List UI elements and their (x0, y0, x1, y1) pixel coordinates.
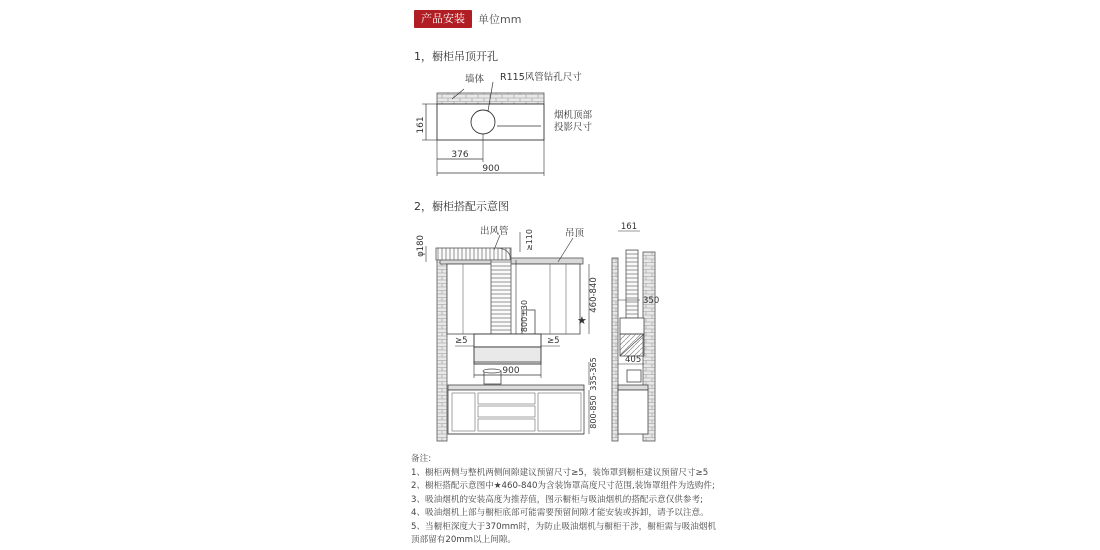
width-dim-text: 900 (482, 164, 500, 174)
note-line: 5、当橱柜深度大于370mm时，为防止吸油烟机与橱柜干涉，橱柜需与吸油烟机 (411, 521, 717, 532)
notes-heading: 备注: (411, 454, 432, 464)
offset-dim-text: 376 (451, 150, 469, 160)
side-hood-cover (620, 318, 644, 334)
notes-block (411, 453, 731, 548)
duct-horizontal (436, 248, 511, 260)
projection-label-2: 投影尺寸 (554, 122, 593, 133)
section1-title: 1，橱柜吊顶开孔 (414, 50, 498, 63)
left-wall (437, 258, 447, 441)
height460-dim-text: 460-840 (589, 277, 599, 313)
side-lower-cabinet (618, 390, 648, 434)
side-left-wall (612, 258, 618, 441)
note-line: 2、橱柜搭配示意图中★460-840为含装饰罩高度尺寸范围,装饰罩组件为选购件; (411, 481, 715, 491)
side-405-dim-text: 405 (625, 355, 642, 365)
note-line: 1、橱柜两侧与整机两侧间隙建议预留尺寸≥5，装饰罩到橱柜建议预留尺寸≥5 (411, 467, 709, 478)
gap110-dim-text: ≥110 (525, 229, 534, 251)
lower-cabinet (448, 390, 584, 434)
side-pot (627, 370, 641, 382)
pot-lid (483, 369, 501, 373)
height-dim-text: 161 (416, 116, 426, 134)
front-view-diagram (416, 225, 599, 441)
section2-title: 2，橱柜搭配示意图 (414, 200, 509, 213)
note-line: 4、吸油烟机上部与橱柜底部可能需要预留间隙才能安装或拆卸，请予以注意。 (411, 508, 709, 518)
duct-vertical (491, 260, 511, 334)
hood-width-dim-text: 900 (502, 366, 520, 376)
ceiling-label: 吊顶 (565, 228, 585, 239)
range-hood-top (474, 334, 541, 347)
height800-dim-text: 800±30 (520, 299, 529, 333)
range-hood-body (474, 347, 541, 364)
gap5-right-text: ≥5 (547, 336, 560, 346)
height800-850-dim-text: 800-850 (589, 395, 598, 429)
note-line: 顶部留有20mm以上间隙。 (411, 535, 517, 545)
side-view-diagram (612, 222, 659, 441)
upper-cabinet (447, 264, 580, 334)
height335-dim-text: 335-365 (589, 357, 598, 391)
side-161-dim-text: 161 (620, 222, 638, 232)
star-icon: ★ (577, 314, 587, 327)
side-countertop (618, 385, 648, 390)
hole-size-label: R115风管钻孔尺寸 (500, 72, 582, 83)
phi-dim-text: φ180 (416, 235, 426, 257)
product-install-badge: 产品安装 (414, 10, 472, 28)
note-line: 3、吸油烟机的安装高度为推荐值，图示橱柜与吸油烟机的搭配示意仅供参考; (411, 494, 703, 505)
duct-hole-circle (471, 110, 495, 134)
projection-label-1: 烟机顶部 (554, 110, 593, 121)
side-350-dim-text: 350 (643, 296, 660, 306)
unit-label: 单位mm (478, 13, 522, 26)
ceiling-opening-diagram (416, 71, 593, 176)
wall-label: 墙体 (465, 74, 485, 85)
gap5-left-text: ≥5 (455, 336, 468, 346)
countertop (448, 385, 584, 390)
duct-label: 出风管 (480, 226, 509, 237)
